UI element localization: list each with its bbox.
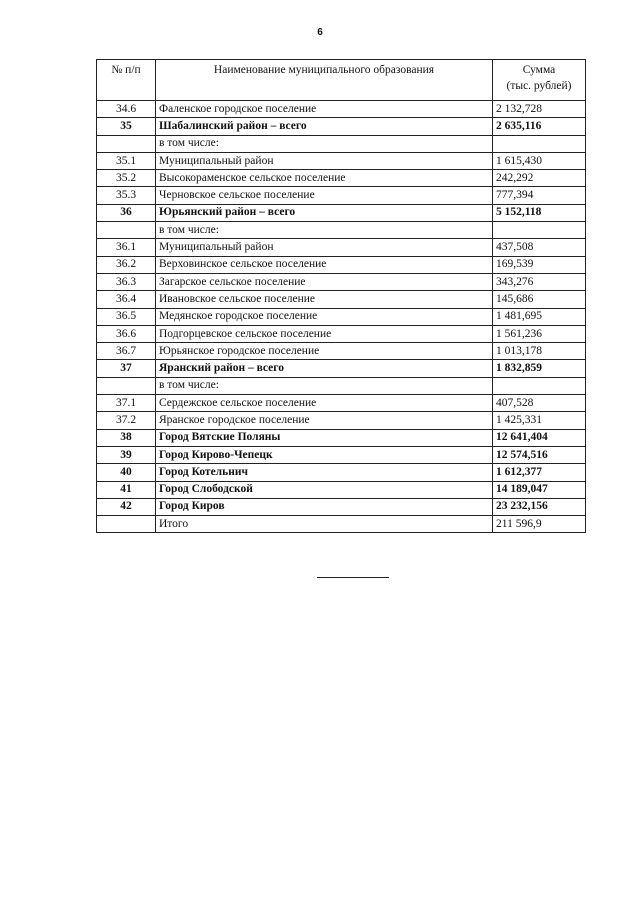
row-number-cell: 36.3: [97, 273, 156, 290]
row-number-cell: 37: [97, 360, 156, 377]
header-amount-title: Сумма: [522, 64, 556, 76]
table-row: [97, 343, 586, 360]
table-row: [97, 256, 586, 273]
table-row: [97, 395, 586, 412]
row-number-cell: 36.6: [97, 325, 156, 342]
row-amount-cell: 23 232,156: [493, 498, 586, 515]
row-number-cell: 39: [97, 446, 156, 463]
row-name-cell: Город Слободской: [156, 481, 493, 498]
row-name-cell: Итого: [156, 516, 493, 533]
row-amount-cell: 343,276: [493, 273, 586, 290]
table-row: [97, 360, 586, 377]
row-number-cell: 35: [97, 118, 156, 135]
row-number-cell: 42: [97, 498, 156, 515]
table-header-row: [97, 60, 586, 101]
row-number-cell: [97, 222, 156, 239]
row-number-cell: 36.1: [97, 239, 156, 256]
table-row: [97, 273, 586, 290]
row-number-cell: [97, 516, 156, 533]
row-number-cell: 41: [97, 481, 156, 498]
row-number-cell: 34.6: [97, 101, 156, 118]
table-body: [97, 101, 586, 533]
row-name-cell: Город Вятские Поляны: [156, 429, 493, 446]
table-row: [97, 118, 586, 135]
row-amount-cell: [493, 222, 586, 239]
row-name-cell: Юрьянское городское поселение: [156, 343, 493, 360]
table-row: [97, 291, 586, 308]
table-row: [97, 516, 586, 533]
header-municipality-name: Наименование муниципального образования: [156, 60, 493, 101]
row-name-cell: Город Котельнич: [156, 464, 493, 481]
row-number-cell: 35.3: [97, 187, 156, 204]
table-row: [97, 325, 586, 342]
table-row: [97, 135, 586, 152]
row-name-cell: в том числе:: [156, 135, 493, 152]
row-number-cell: [97, 377, 156, 394]
row-number-cell: 36.4: [97, 291, 156, 308]
page-number: 6: [317, 27, 323, 38]
header-amount: [493, 60, 586, 101]
row-number-cell: [97, 135, 156, 152]
table-row: [97, 498, 586, 515]
row-amount-cell: 1 832,859: [493, 360, 586, 377]
table-row: [97, 481, 586, 498]
row-number-cell: 36.5: [97, 308, 156, 325]
row-amount-cell: 1 013,178: [493, 343, 586, 360]
row-number-cell: 37.2: [97, 412, 156, 429]
row-number-cell: 35.1: [97, 152, 156, 169]
budget-allocation-table: [96, 59, 586, 533]
row-number-cell: 36: [97, 204, 156, 221]
row-amount-cell: [493, 377, 586, 394]
row-number-cell: 38: [97, 429, 156, 446]
row-amount-cell: 145,686: [493, 291, 586, 308]
row-amount-cell: 2 635,116: [493, 118, 586, 135]
row-number-cell: 40: [97, 464, 156, 481]
row-name-cell: Фаленское городское поселение: [156, 101, 493, 118]
row-name-cell: Юрьянский район – всего: [156, 204, 493, 221]
row-amount-cell: 5 152,118: [493, 204, 586, 221]
row-name-cell: Ивановское сельское поселение: [156, 291, 493, 308]
row-amount-cell: 1 425,331: [493, 412, 586, 429]
row-amount-cell: 2 132,728: [493, 101, 586, 118]
table-row: [97, 204, 586, 221]
row-name-cell: Верховинское сельское поселение: [156, 256, 493, 273]
row-amount-cell: 1 612,377: [493, 464, 586, 481]
table-row: [97, 239, 586, 256]
row-amount-cell: [493, 135, 586, 152]
row-name-cell: Шабалинский район – всего: [156, 118, 493, 135]
table-row: [97, 152, 586, 169]
row-amount-cell: 211 596,9: [493, 516, 586, 533]
table-row: [97, 187, 586, 204]
header-amount-unit: (тыс. рублей): [506, 80, 572, 92]
row-amount-cell: 1 561,236: [493, 325, 586, 342]
row-name-cell: Муниципальный район: [156, 239, 493, 256]
row-amount-cell: 777,394: [493, 187, 586, 204]
row-amount-cell: 12 641,404: [493, 429, 586, 446]
row-name-cell: в том числе:: [156, 222, 493, 239]
table-row: [97, 222, 586, 239]
row-amount-cell: 242,292: [493, 170, 586, 187]
row-number-cell: 37.1: [97, 395, 156, 412]
table-row: [97, 308, 586, 325]
row-name-cell: Черновское сельское поселение: [156, 187, 493, 204]
row-amount-cell: 14 189,047: [493, 481, 586, 498]
table-row: [97, 170, 586, 187]
table-row: [97, 446, 586, 463]
table-row: [97, 377, 586, 394]
table-row: [97, 429, 586, 446]
table-row: [97, 101, 586, 118]
row-name-cell: Город Кирово-Чепецк: [156, 446, 493, 463]
row-amount-cell: 169,539: [493, 256, 586, 273]
table-row: [97, 464, 586, 481]
row-number-cell: 36.2: [97, 256, 156, 273]
row-name-cell: Яранский район – всего: [156, 360, 493, 377]
row-number-cell: 35.2: [97, 170, 156, 187]
row-number-cell: 36.7: [97, 343, 156, 360]
row-amount-cell: 407,528: [493, 395, 586, 412]
row-name-cell: Яранское городское поселение: [156, 412, 493, 429]
row-name-cell: Загарское сельское поселение: [156, 273, 493, 290]
row-name-cell: Подгорцевское сельское поселение: [156, 325, 493, 342]
row-amount-cell: 1 615,430: [493, 152, 586, 169]
row-amount-cell: 12 574,516: [493, 446, 586, 463]
row-amount-cell: 437,508: [493, 239, 586, 256]
end-of-document-rule: [317, 577, 389, 578]
row-name-cell: Сердежское сельское поселение: [156, 395, 493, 412]
row-name-cell: Медянское городское поселение: [156, 308, 493, 325]
table-row: [97, 412, 586, 429]
header-number: № п/п: [97, 60, 156, 101]
row-name-cell: в том числе:: [156, 377, 493, 394]
row-name-cell: Муниципальный район: [156, 152, 493, 169]
row-name-cell: Высокораменское сельское поселение: [156, 170, 493, 187]
row-amount-cell: 1 481,695: [493, 308, 586, 325]
row-name-cell: Город Киров: [156, 498, 493, 515]
